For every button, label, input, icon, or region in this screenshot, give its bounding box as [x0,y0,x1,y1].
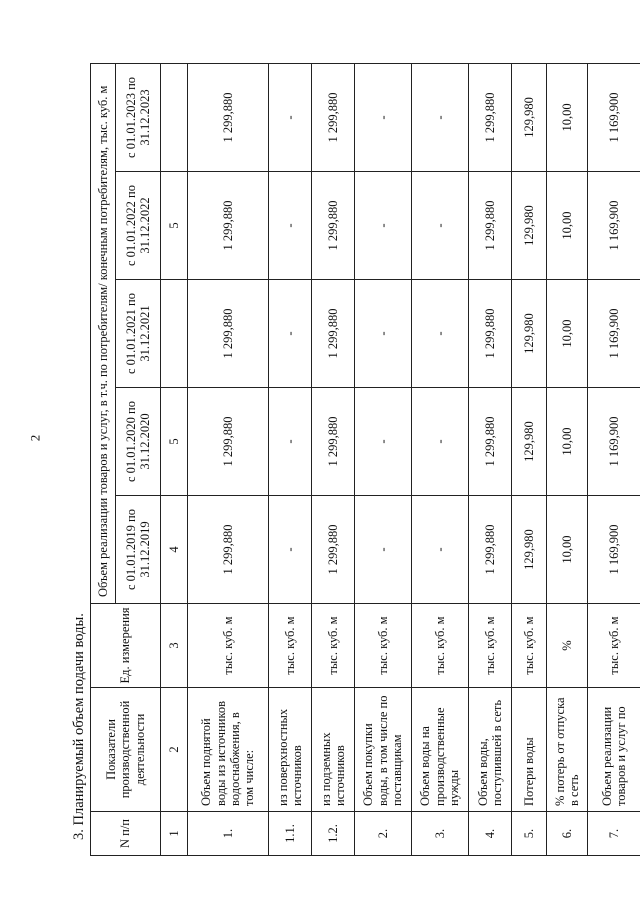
row-indicator: Объем покупки воды, в том числе по поставщикам [355,688,412,812]
column-number [161,63,188,171]
row-value: 1 299,880 [188,496,269,604]
row-number: 2. [355,812,412,856]
table-row [588,63,640,855]
row-value: 1 299,880 [312,280,355,388]
row-value: 1 169,900 [588,496,640,604]
header-period: с 01.01.2021 по 31.12.2021 [116,280,161,388]
row-indicator: Объем воды, поступившей в сеть [469,688,512,812]
row-unit: тыс. куб. м [512,604,547,688]
header-n: N п/п [91,812,161,856]
row-number: 1. [188,812,269,856]
column-number-row [161,63,188,855]
row-unit: тыс. куб. м [588,604,640,688]
row-value: - [269,172,312,280]
row-indicator: из подземных источников [312,688,355,812]
row-unit: тыс. куб. м [355,604,412,688]
header-period: с 01.01.2022 по 31.12.2022 [116,172,161,280]
row-value: - [412,496,469,604]
section-title: 3. Планируемый объем подачи воды. [71,613,87,840]
row-value: 1 169,900 [588,280,640,388]
row-value: - [412,280,469,388]
row-value: 1 169,900 [588,388,640,496]
row-value: - [355,496,412,604]
header-supergroup: Объем реализации товаров и услуг, в т.ч. по потребителям/ конечным потребителям, тыс. куб. м [91,63,116,603]
table-row [412,63,469,855]
table-row [312,63,355,855]
row-number: 3. [412,812,469,856]
column-number: 2 [161,688,188,812]
row-value: 1 299,880 [188,388,269,496]
row-value: - [355,280,412,388]
row-number: 1.1. [269,812,312,856]
row-unit: тыс. куб. м [188,604,269,688]
row-indicator: % потерь от отпуска в сеть [547,688,588,812]
row-indicator: Объем воды на производственные нужды [412,688,469,812]
row-unit: тыс. куб. м [412,604,469,688]
row-unit: тыс. куб. м [312,604,355,688]
row-value: 10,00 [547,63,588,171]
row-value: 1 169,900 [588,63,640,171]
row-value: - [412,63,469,171]
row-value: 1 299,880 [469,172,512,280]
header-period: с 01.01.2019 по 31.12.2019 [116,496,161,604]
row-value: - [412,172,469,280]
header-period: с 01.01.2020 по 31.12.2020 [116,388,161,496]
table-row [547,63,588,855]
row-number: 1.2. [312,812,355,856]
row-value: - [269,63,312,171]
row-value: 1 299,880 [312,388,355,496]
row-value: 10,00 [547,496,588,604]
column-number: 5 [161,172,188,280]
row-value: - [269,280,312,388]
row-value: - [269,496,312,604]
row-value: 1 299,880 [469,496,512,604]
header-unit: Ед. измерения [91,604,161,688]
table-row [469,63,512,855]
row-value: - [269,388,312,496]
page-number: 2 [27,434,43,442]
row-value: 129,980 [512,63,547,171]
row-value: 129,980 [512,496,547,604]
row-unit: тыс. куб. м [469,604,512,688]
table-row [512,63,547,855]
header-period: с 01.01.2023 по 31.12.2023 [116,63,161,171]
row-value: 1 299,880 [188,172,269,280]
row-value: 1 299,880 [469,388,512,496]
row-value: 129,980 [512,172,547,280]
row-value: 10,00 [547,172,588,280]
column-number: 5 [161,388,188,496]
row-unit: тыс. куб. м [269,604,312,688]
rotated-page-content [68,52,628,856]
row-value: 129,980 [512,388,547,496]
row-number: 6. [547,812,588,856]
row-value: 1 299,880 [312,496,355,604]
row-value: - [355,388,412,496]
row-indicator: Объем поднятой воды из источников водоснабжения, в том числе: [188,688,269,812]
table-row [269,63,312,855]
header-indicator: Показатели производственной деятельности [91,688,161,812]
row-indicator: Объем реализации товаров и услуг по [588,688,640,812]
table-row [188,63,269,855]
row-value: 1 299,880 [188,280,269,388]
row-value: 1 169,900 [588,172,640,280]
row-value: - [412,388,469,496]
header-row-1 [91,63,116,855]
row-unit: % [547,604,588,688]
row-value: 10,00 [547,280,588,388]
row-indicator: Потери воды [512,688,547,812]
row-number: 5. [512,812,547,856]
row-number: 7. [588,812,640,856]
table-row [355,63,412,855]
row-value: - [355,172,412,280]
column-number: 3 [161,604,188,688]
row-value: 1 299,880 [312,172,355,280]
row-value: 1 299,880 [188,63,269,171]
row-number: 4. [469,812,512,856]
row-value: 10,00 [547,388,588,496]
column-number [161,280,188,388]
row-indicator: из поверхностных источников [269,688,312,812]
row-value: 1 299,880 [469,280,512,388]
row-value: 1 299,880 [469,63,512,171]
row-value: 129,980 [512,280,547,388]
row-value: - [355,63,412,171]
row-value: 1 299,880 [312,63,355,171]
water-supply-table [90,63,640,856]
column-number: 1 [161,812,188,856]
column-number: 4 [161,496,188,604]
